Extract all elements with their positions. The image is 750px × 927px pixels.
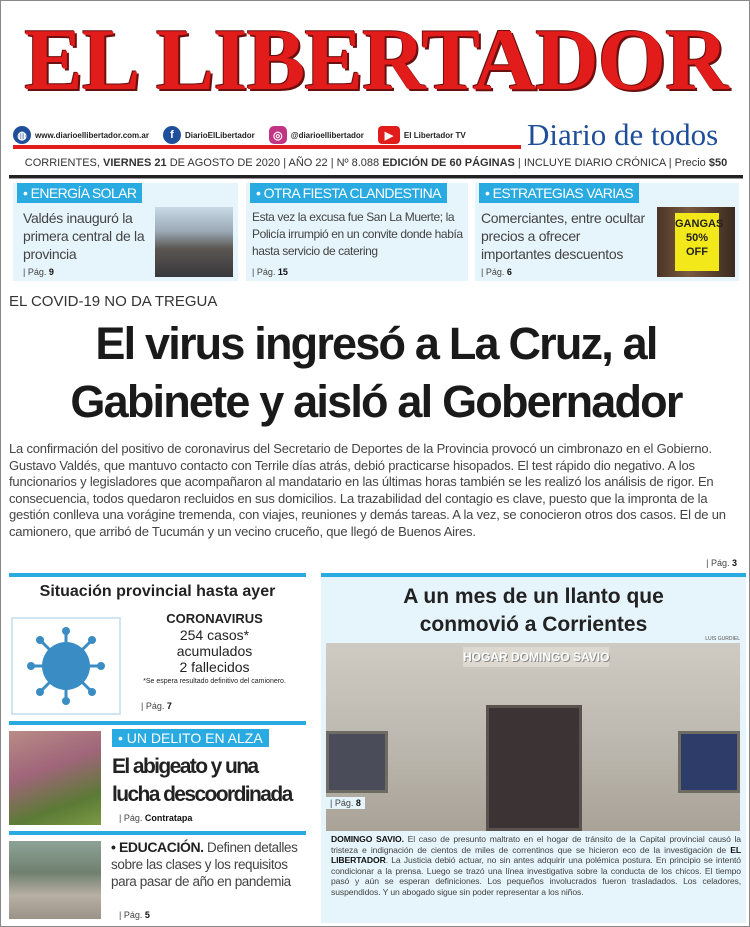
educacion-kicker: • EDUCACIÓN. xyxy=(111,839,204,855)
date-rest: DE AGOSTO DE 2020 | AÑO 22 | Nº 8.088 xyxy=(169,157,380,169)
abigeato-page: | Pág. Contratapa xyxy=(119,813,193,823)
door xyxy=(486,705,582,831)
abigeato-headline[interactable] xyxy=(112,753,292,809)
youtube-icon: ▶ xyxy=(378,126,400,144)
price: $50 xyxy=(708,157,728,169)
teaser-estrategias[interactable] xyxy=(475,183,739,281)
photo-credit: LUIS GURDIEL xyxy=(705,636,740,642)
dateline xyxy=(1,157,750,169)
facebook-link[interactable] xyxy=(163,126,255,144)
instagram-icon: ◎ xyxy=(269,126,287,144)
headline-line-2: conmovió a Corrientes xyxy=(419,613,648,636)
divider xyxy=(9,721,306,725)
divider xyxy=(9,831,306,835)
teaser-page: | Pág. 15 xyxy=(252,267,288,277)
lead-body: La confirmación del positivo de coronavirus del Secretario de Deportes de la Provincia provocó un cimbronazo en el Gobierno. Gustavo Valdés, que mantuvo contacto con Terrile días atrás, debió practicarse hisopados. El test rápido dio negativo. A los funcionarios y legisladores que acompañaron al mandatario en las últimas horas también se les realizó los análisis de rigor. En consecuencia, todos quedaron recluidos en sus domicilios. La trazabilidad del contagio es clave, puesto que la impronta de la gestión conlleva una vorágine tremenda, con viajes, reuniones y demás tareas. A la vez, se conocieron otros dos casos. El de un camionero, que arribó de Tucumán y un vecino cruceño, que llegó de Buenos Aires. xyxy=(9,441,726,539)
feature-caption: DOMINGO SAVIO. El caso de presunto maltrato en el hogar de tránsito de la Capital provincial causó la tristeza e indignación de cientos de miles de correntinos que se hicieron eco de la investigación de EL LIBERTADOR. La Justicia debió actuar, no sin antes adquirir una polémica postura. En principio se intentó condicionar a la prensa. Luego se trazó una línea investigativa sobre la conducta de los chicos. El tiempo pasó y aún se esperan definiciones. Los pequeños involucrados fueron trasladados. Los celadores, suspendidos. Y un abogado sigue sin poder representar a los niños. xyxy=(331,834,741,897)
hogar-photo xyxy=(326,643,740,831)
covid-label: CORONAVIRUS xyxy=(166,611,263,626)
teaser-page: | Pág. 9 xyxy=(23,267,54,277)
abigeato-kicker: • UN DELITO EN ALZA xyxy=(112,729,269,747)
edition: EDICIÓN DE 60 PÁGINAS xyxy=(382,157,515,169)
divider xyxy=(321,573,746,577)
teaser-kicker: • ENERGÍA SOLAR xyxy=(17,183,142,203)
tagline: Diario de todos xyxy=(527,117,719,152)
youtube-label: El Libertador TV xyxy=(403,130,466,140)
covid-stats xyxy=(123,611,306,686)
website-link[interactable] xyxy=(13,126,149,144)
abigeato-photo xyxy=(9,731,101,825)
headline-line-2: lucha descoordinada xyxy=(112,783,292,806)
window xyxy=(678,731,740,793)
headline-line-2: Gabinete y aisló al Gobernador xyxy=(70,376,682,427)
divider xyxy=(9,573,306,577)
headline-line-1: El virus ingresó a La Cruz, al xyxy=(95,318,657,369)
hogar-sign: HOGAR DOMINGO SAVIO xyxy=(463,647,609,667)
headline-line-1: El abigeato y una xyxy=(112,755,258,778)
day: VIERNES 21 xyxy=(103,157,167,169)
includes: | INCLUYE DIARIO CRÓNICA | Precio xyxy=(517,157,706,169)
globe-icon: ◍ xyxy=(13,126,31,144)
covid-cases-sub: acumulados xyxy=(176,643,253,659)
masthead-logo: EL LIBERTADOR xyxy=(24,12,728,109)
covid-cases: 254 casos* xyxy=(179,627,250,643)
left-column xyxy=(9,573,306,923)
teaser-text: Valdés inauguró la primera central de la provincia xyxy=(23,210,145,262)
sale-sign-photo xyxy=(657,207,735,277)
covid-note: *Se espera resultado definitivo del camionero. xyxy=(143,678,286,685)
educacion-text: Definen detalles sobre las clases y los requisitos para pasar de año en pandemia xyxy=(111,840,298,889)
window xyxy=(326,731,388,793)
lead-headline[interactable] xyxy=(1,315,750,431)
teaser-energia-solar[interactable] xyxy=(13,183,238,281)
teaser-text: Comerciantes, entre ocultar precios a ofrecer importantes descuentos xyxy=(481,210,645,262)
teaser-fiesta-clandestina[interactable] xyxy=(246,183,468,281)
educacion-page: | Pág. 5 xyxy=(119,910,150,920)
educacion-teaser[interactable] xyxy=(111,839,306,890)
covid-title: Situación provincial hasta ayer xyxy=(39,583,276,600)
virus-illustration xyxy=(11,617,121,715)
headline-line-1: A un mes de un llanto que xyxy=(403,585,664,608)
instagram-link[interactable] xyxy=(269,126,364,144)
feature-headline xyxy=(321,583,746,639)
classroom-photo xyxy=(9,841,101,919)
facebook-icon: f xyxy=(163,126,181,144)
lead-kicker: EL COVID-19 NO DA TREGUA xyxy=(9,293,218,310)
feature-story[interactable] xyxy=(321,573,746,923)
website-label: www.diarioellibertador.com.ar xyxy=(35,130,149,140)
divider xyxy=(9,175,743,179)
covid-page: | Pág. 7 xyxy=(141,701,172,711)
instagram-label: @diarioellibertador xyxy=(290,130,364,140)
sale-sign: GANGAS 50% OFF xyxy=(675,213,719,271)
teaser-kicker: • OTRA FIESTA CLANDESTINA xyxy=(250,183,447,203)
teaser-page: | Pág. 6 xyxy=(481,267,512,277)
social-bar xyxy=(13,125,521,149)
teaser-text: Esta vez la excusa fue San La Muerte; la Policía irrumpió en un convite donde había hasta servicio de catering xyxy=(252,210,463,258)
virus-icon xyxy=(26,626,106,706)
covid-deaths: 2 fallecidos xyxy=(179,659,250,675)
feature-page: | Pág. 8 xyxy=(326,797,365,809)
ribbon-cutting-photo xyxy=(155,207,233,277)
lead-page: | Pág. 3 xyxy=(706,558,737,568)
facebook-label: DiarioElLibertador xyxy=(184,130,255,140)
youtube-link[interactable] xyxy=(378,126,466,144)
teaser-kicker: • ESTRATEGIAS VARIAS xyxy=(479,183,639,203)
city: CORRIENTES, xyxy=(24,157,100,169)
